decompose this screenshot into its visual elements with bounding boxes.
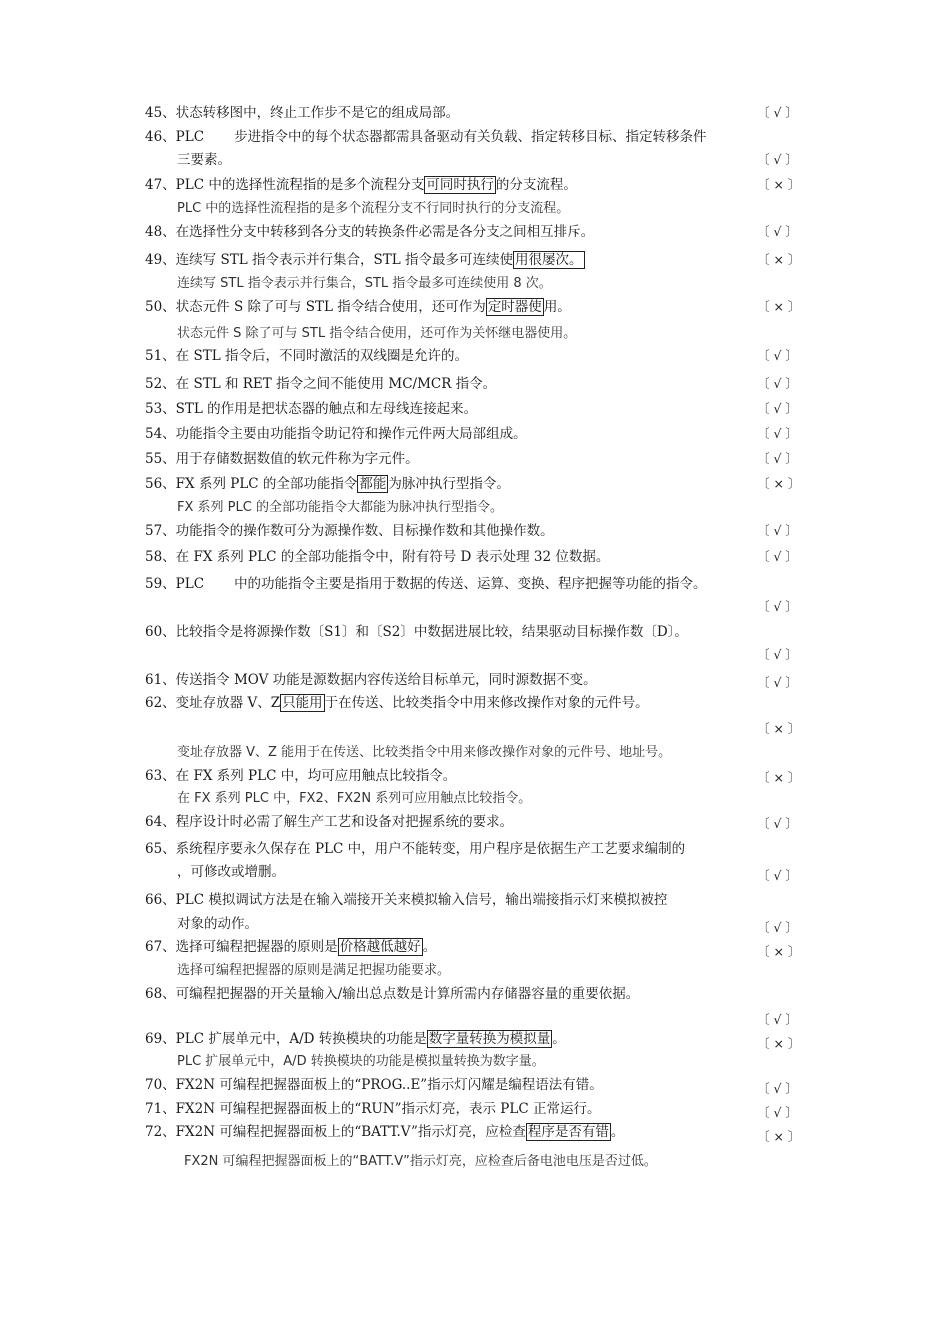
question-text: 62、变址存放器 V、Z (145, 695, 281, 711)
question-text: 47、PLC 中的选择性流程指的是多个流程分支 (145, 177, 425, 193)
question-65-continuation: ，可修改或增删。 (177, 864, 285, 880)
question-text: 54、功能指令主要由功能指令助记符和操作元件两大局部组成。 (145, 426, 527, 442)
question-61 (145, 671, 597, 689)
answer-mark-68: 〔 √ 〕 (757, 1012, 798, 1027)
question-49 (145, 251, 585, 269)
question-text-tail: 。 (610, 1124, 625, 1140)
question-text: 68、可编程把握器的开关量输入/输出总点数是计算所需内存储器容量的重要依据。 (145, 986, 640, 1002)
question-text: 50、状态元件 S 除了可与 STL 指令结合使用，还可作为 (145, 299, 486, 315)
question-text: 64、程序设计时必需了解生产工艺和设备对把握系统的要求。 (145, 814, 514, 830)
question-69 (145, 1030, 566, 1048)
question-63 (145, 767, 456, 785)
question-72 (145, 1123, 624, 1141)
correction-47: PLC 中的选择性流程指的是多个流程分支不行同时执行的分支流程。 (177, 201, 570, 216)
question-68 (145, 985, 639, 1003)
question-62 (145, 694, 649, 712)
answer-mark-65: 〔 √ 〕 (757, 868, 798, 883)
question-45 (145, 104, 459, 122)
question-text: 58、在 FX 系列 PLC 的全部功能指令中，附有符号 D 表示处理 32 位数据。 (145, 549, 610, 565)
question-52 (145, 375, 496, 393)
highlighted-error-box: 只能用 (282, 695, 323, 711)
question-text: 60、比较指令是将源操作数〔S1〕和〔S2〕中数据进展比较，结果驱动目标操作数〔D〕。 (145, 624, 688, 640)
question-59 (145, 575, 707, 593)
question-46-continuation: 三要素。 (177, 152, 231, 168)
question-54 (145, 425, 527, 443)
question-text: 72、FX2N 可编程把握器面板上的“BATT.V”指示灯亮，应检查 (145, 1124, 526, 1140)
question-71 (145, 1100, 600, 1118)
question-text: 48、在选择性分支中转移到各分支的转换条件必需是各分支之间相互排斥。 (145, 224, 595, 240)
highlighted-error-box: 可同时执行 (426, 177, 494, 193)
answer-mark-60: 〔 √ 〕 (757, 647, 798, 662)
question-text-tail: 于在传送、比较类指令中用来修改操作对象的元件号。 (324, 695, 649, 711)
answer-mark-53: 〔 √ 〕 (757, 401, 798, 416)
correction-67: 选择可编程把握器的原则是满足把握功能要求。 (177, 963, 451, 978)
question-51 (145, 347, 468, 365)
highlighted-error-box: 价格越低越好 (339, 939, 421, 955)
question-47 (145, 176, 577, 194)
answer-mark-50: 〔 × 〕 (757, 299, 801, 314)
correction-69: PLC 扩展单元中，A/D 转换模块的功能是模拟量转换为数字量。 (177, 1054, 545, 1069)
answer-mark-61: 〔 √ 〕 (757, 675, 798, 690)
question-text: 46、PLC (145, 129, 205, 145)
question-66 (145, 891, 667, 909)
answer-mark-48: 〔 √ 〕 (757, 224, 798, 239)
correction-56: FX 系列 PLC 的全部功能指令大都能为脉冲执行型指令。 (177, 500, 503, 515)
answer-mark-67: 〔 × 〕 (757, 944, 801, 959)
question-text: 51、在 STL 指令后，不同时激活的双线圈是允许的。 (145, 348, 468, 364)
answer-mark-58: 〔 √ 〕 (757, 549, 798, 564)
answer-mark-66: 〔 √ 〕 (757, 920, 798, 935)
question-text: 69、PLC 扩展单元中，A/D 转换模块的功能是 (145, 1031, 427, 1047)
question-text-tail: 的分支流程。 (495, 177, 577, 193)
answer-mark-63: 〔 × 〕 (757, 770, 801, 785)
question-48 (145, 223, 594, 241)
question-text-tail: 。 (552, 1031, 566, 1047)
question-text: 71、FX2N 可编程把握器面板上的“RUN”指示灯亮，表示 PLC 正常运行。 (145, 1101, 601, 1117)
question-57 (145, 522, 554, 540)
answer-mark-49: 〔 × 〕 (757, 252, 801, 267)
answer-mark-51: 〔 √ 〕 (757, 348, 798, 363)
answer-mark-56: 〔 × 〕 (757, 476, 801, 491)
question-70 (145, 1076, 603, 1094)
question-text: 57、功能指令的操作数可分为源操作数、目标操作数和其他操作数。 (145, 523, 554, 539)
question-text-cont: 中的功能指令主要是指用于数据的传送、运算、变换、程序把握等功能的指令。 (234, 576, 707, 592)
question-56 (145, 475, 510, 493)
question-67 (145, 938, 436, 956)
answer-mark-69: 〔 × 〕 (757, 1036, 801, 1051)
correction-50: 状态元件 S 除了可与 STL 指令结合使用，还可作为关怀继电器使用。 (177, 326, 577, 341)
answer-mark-62: 〔 × 〕 (757, 721, 801, 736)
question-58 (145, 548, 609, 566)
question-text: 49、连续写 STL 指令表示并行集合，STL 指令最多可连续使 (145, 252, 513, 268)
question-text: 55、用于存储数据数值的软元件称为字元件。 (145, 451, 419, 467)
question-text: 70、FX2N 可编程把握器面板上的“PROG..E”指示灯闪耀是编程语法有错。 (145, 1077, 603, 1093)
question-text: 63、在 FX 系列 PLC 中，均可应用触点比较指令。 (145, 768, 457, 784)
question-text: 66、PLC 模拟调试方法是在输入端接开关来模拟输入信号，输出端接指示灯来模拟被控 (145, 892, 668, 908)
question-text-cont: 步进指令中的每个状态器都需具备驱动有关负载、指定转移目标、指定转移条件 (234, 129, 707, 145)
question-64 (145, 813, 513, 831)
question-text: 52、在 STL 和 RET 指令之间不能使用 MC/MCR 指令。 (145, 376, 497, 392)
question-text: 67、选择可编程把握器的原则是 (145, 939, 338, 955)
answer-mark-52: 〔 √ 〕 (757, 376, 798, 391)
answer-mark-57: 〔 √ 〕 (757, 523, 798, 538)
question-55 (145, 450, 419, 468)
question-66-continuation: 对象的动作。 (177, 916, 258, 932)
question-text: 61、传送指令 MOV 功能是源数据内容传送给目标单元，同时源数据不变。 (145, 672, 597, 688)
answer-mark-45: 〔 √ 〕 (757, 105, 798, 120)
answer-mark-70: 〔 √ 〕 (757, 1081, 798, 1096)
question-53 (145, 400, 477, 418)
highlighted-error-box: 程序是否有错 (527, 1124, 609, 1140)
correction-62: 变址存放器 V、Z 能用于在传送、比较类指令中用来修改操作对象的元件号、地址号。 (177, 745, 672, 760)
question-text: 53、STL 的作用是把状态器的触点和左母线连接起来。 (145, 401, 478, 417)
question-text-tail: 。 (422, 939, 437, 955)
correction-72: FX2N 可编程把握器面板上的“BATT.V”指示灯亮，应检查后备电池电压是否过低。 (184, 1154, 657, 1169)
question-text: 45、状态转移图中，终止工作步不是它的组成局部。 (145, 105, 460, 121)
answer-mark-46: 〔 √ 〕 (757, 152, 798, 167)
question-65 (145, 840, 685, 858)
question-60 (145, 623, 688, 641)
answer-mark-72: 〔 × 〕 (757, 1129, 801, 1144)
answer-mark-71: 〔 √ 〕 (757, 1105, 798, 1120)
answer-mark-54: 〔 √ 〕 (757, 426, 798, 441)
answer-mark-55: 〔 √ 〕 (757, 451, 798, 466)
highlighted-error-box: 数字量转换为模拟量 (428, 1031, 551, 1047)
answer-mark-47: 〔 × 〕 (757, 177, 801, 192)
question-text: 65、系统程序要永久保存在 PLC 中，用户不能转变，用户程序是依据生产工艺要求编制的 (145, 841, 686, 857)
answer-mark-64: 〔 √ 〕 (757, 816, 798, 831)
answer-mark-59: 〔 √ 〕 (757, 599, 798, 614)
question-46 (145, 128, 707, 146)
correction-63: 在 FX 系列 PLC 中，FX2、FX2N 系列可应用触点比较指令。 (177, 791, 532, 806)
highlighted-error-box: 定时器使 (487, 299, 542, 315)
highlighted-error-box: 用很屡次。 (515, 252, 583, 268)
question-text-tail: 为脉冲执行型指令。 (388, 476, 510, 492)
highlighted-error-box: 都能 (359, 476, 387, 492)
correction-49: 连续写 STL 指令表示并行集合，STL 指令最多可连续使用 8 次。 (177, 276, 552, 291)
question-text: 56、FX 系列 PLC 的全部功能指令 (145, 476, 358, 492)
question-text: 59、PLC (145, 576, 205, 592)
question-50 (145, 298, 571, 316)
question-text-tail: 用。 (543, 299, 571, 315)
